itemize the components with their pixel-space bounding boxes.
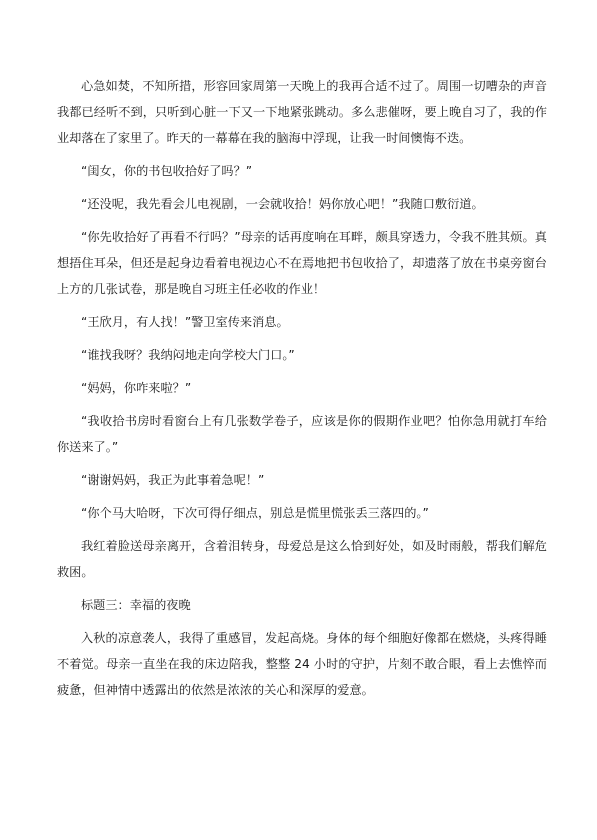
section-heading: 标题三：幸福的夜晚: [81, 598, 191, 612]
paragraph-dialogue: “王欣月，有人找！”警卫室传来消息。: [81, 315, 289, 329]
document-page: [57, 73, 547, 710]
paragraph-dialogue: “谢谢妈妈，我正为此事着急呢！”: [81, 473, 265, 487]
paragraph-dialogue: “我收拾书房时看窗台上有几张数学卷子，应该是你的假期作业吧？怕你急用就打车给你送来了。”: [57, 414, 547, 454]
paragraph-dialogue: “你先收拾好了再看不行吗？”母亲的话再度响在耳畔，颇具穿透力，令我不胜其烦。真想捂住耳朵，但还是起身边看着电视边心不在焉地把书包收拾了，却遗落了放在书桌旁窗台上方的几张试卷，那是晚自习班主任必收的作业！: [57, 230, 547, 296]
paragraph-dialogue: “谁找我呀？我纳闷地走向学校大门口。”: [81, 348, 295, 362]
paragraph-dialogue: “闺女，你的书包收拾好了吗？”: [81, 164, 253, 178]
paragraph-conclusion: 我红着脸送母亲离开，含着泪转身，母爱总是这么恰到好处，如及时雨般，帮我们解危救困。: [57, 539, 547, 579]
paragraph-body: 入秋的凉意袭人，我得了重感冒，发起高烧。身体的每个细胞好像都在燃烧，头疼得睡不着觉。母亲一直坐在我的床边陪我，整整 24 小时的守护，片刻不敢合眼，看上去憔悴而疲惫，但神情中透露出的依然是浓浓的关心和深厚的爱意。: [57, 631, 547, 697]
paragraph-dialogue: “还没呢，我先看会儿电视剧，一会就收拾！妈你放心吧！”我随口敷衍道。: [81, 197, 484, 211]
paragraph-dialogue: “妈妈，你咋来啦？”: [81, 381, 192, 395]
paragraph-dialogue: “你个马大哈呀，下次可得仔细点，别总是慌里慌张丢三落四的。”: [81, 506, 429, 520]
paragraph-intro: 心急如焚，不知所措，形容回家周第一天晚上的我再合适不过了。周围一切嘈杂的声音我都已经听不到，只听到心脏一下又一下地紧张跳动。多么悲催呀，要上晚自习了，我的作业却落在了家里了。昨天的一幕幕在我的脑海中浮现，让我一时间懊悔不迭。: [57, 79, 547, 145]
